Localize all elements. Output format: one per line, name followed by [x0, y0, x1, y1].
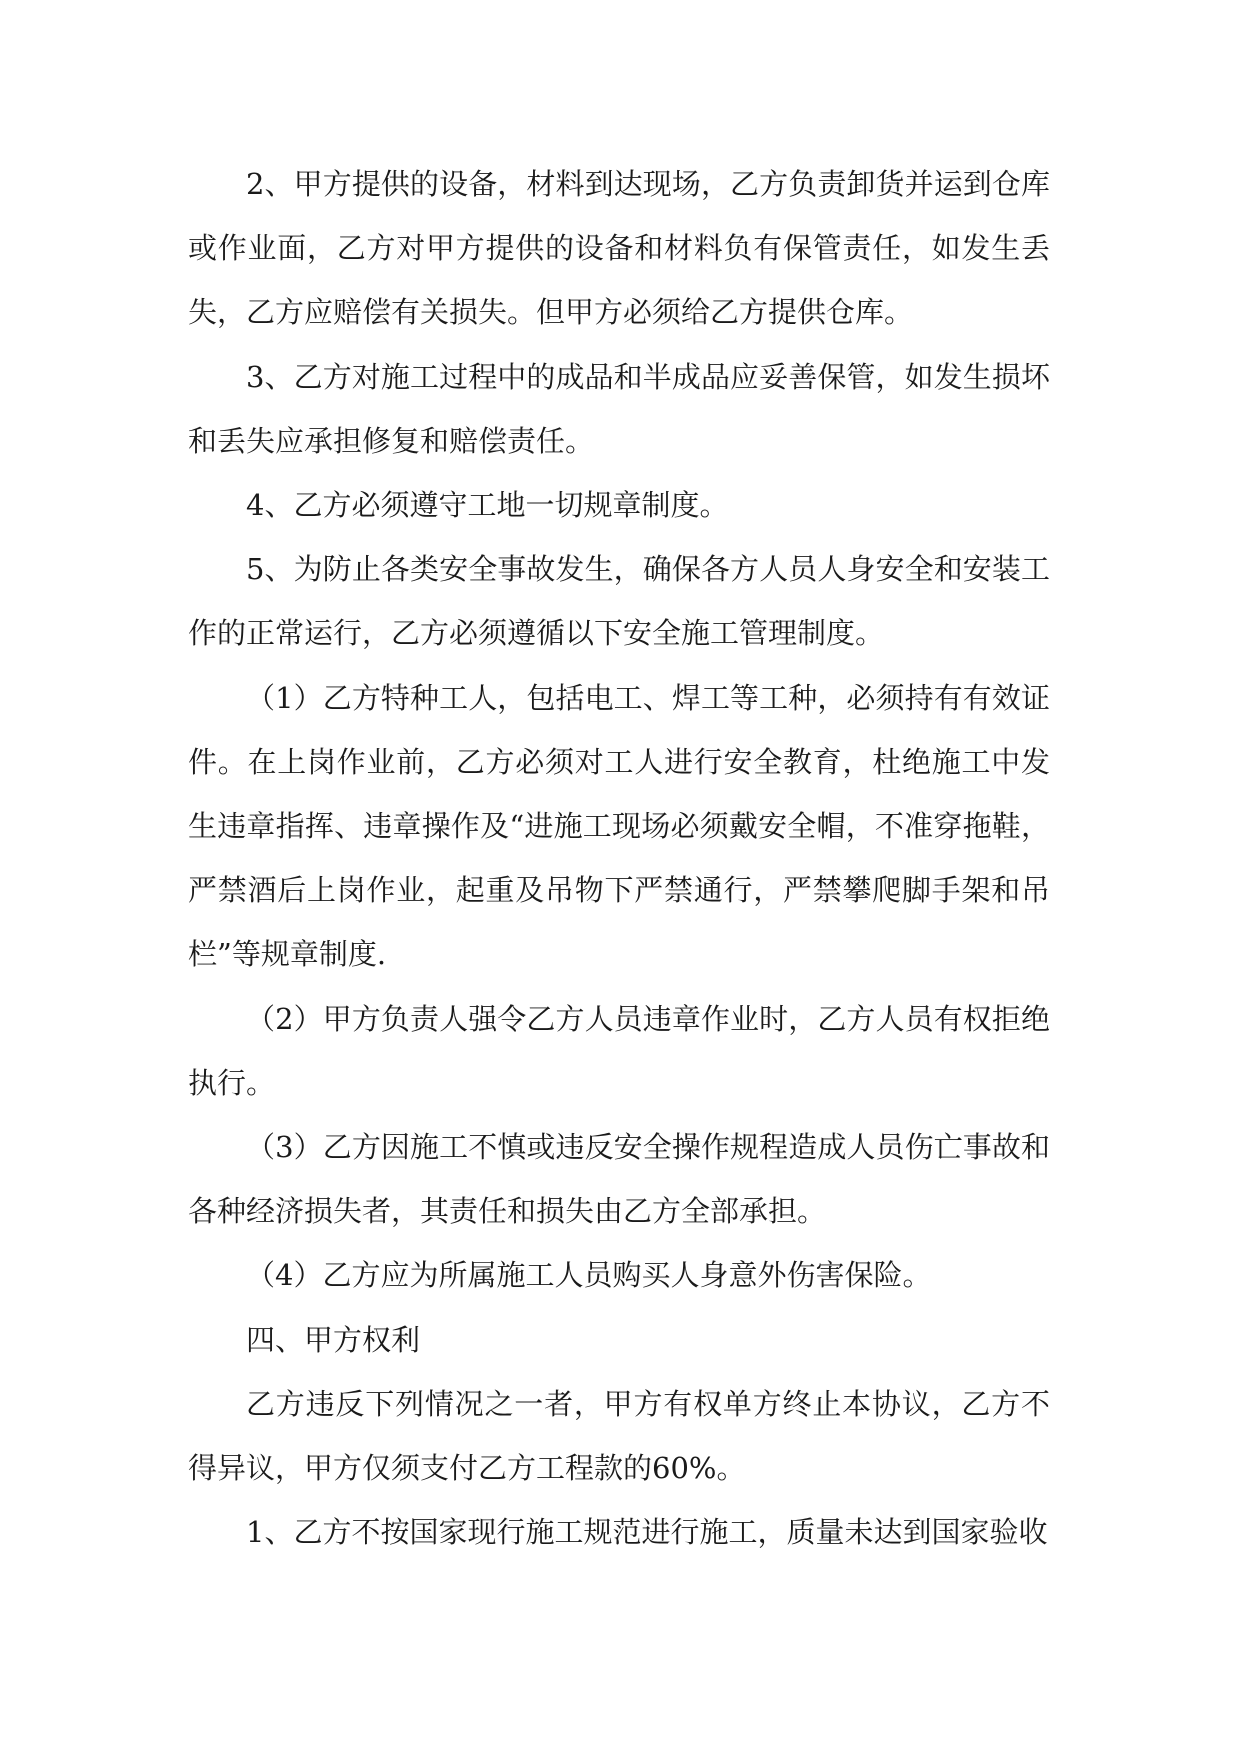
- section-heading: 四、甲方权利: [246, 1322, 421, 1357]
- paragraph-subclause-3: （3）乙方因施工不慎或违反安全操作规程造成人员伤亡事故和各种经济损失者，其责任和损失由乙方全部承担。: [188, 1130, 1050, 1229]
- paragraph-subclause-4: （4）乙方应为所属施工人员购买人身意外伤害保险。: [246, 1258, 932, 1293]
- paragraph-section-intro: 乙方违反下列情况之一者，甲方有权单方终止本协议，乙方不得异议，甲方仅须支付乙方工程款的60%。: [188, 1386, 1050, 1486]
- paragraph-clause-4: 4、乙方必须遵守工地一切规章制度。: [246, 488, 729, 523]
- paragraph-clause-3: 3、乙方对施工过程中的成品和半成品应妥善保管，如发生损坏和丢失应承担修复和赔偿责任。: [188, 359, 1050, 458]
- paragraph-section-clause-1: 1、乙方不按国家现行施工规范进行施工，质量未达到国家验收: [246, 1515, 1048, 1550]
- document-body: [188, 152, 1050, 1564]
- paragraph-subclause-2: （2）甲方负责人强令乙方人员违章作业时，乙方人员有权拒绝执行。: [188, 1001, 1050, 1100]
- paragraph-subclause-1: （1）乙方特种工人，包括电工、焊工等工种，必须持有有效证件。在上岗作业前，乙方必须对工人进行安全教育，杜绝施工中发生违章指挥、违章操作及“进施工现场必须戴安全帽，不准穿拖鞋，严禁酒后上岗作业，起重及吊物下严禁通行，严禁攀爬脚手架和吊栏”等规章制度.: [188, 680, 1050, 972]
- paragraph-clause-5: 5、为防止各类安全事故发生，确保各方人员人身安全和安装工作的正常运行，乙方必须遵循以下安全施工管理制度。: [188, 552, 1050, 651]
- paragraph-clause-2: 2、甲方提供的设备，材料到达现场，乙方负责卸货并运到仓库或作业面，乙方对甲方提供的设备和材料负有保管责任，如发生丢失，乙方应赔偿有关损失。但甲方必须给乙方提供仓库。: [188, 167, 1050, 330]
